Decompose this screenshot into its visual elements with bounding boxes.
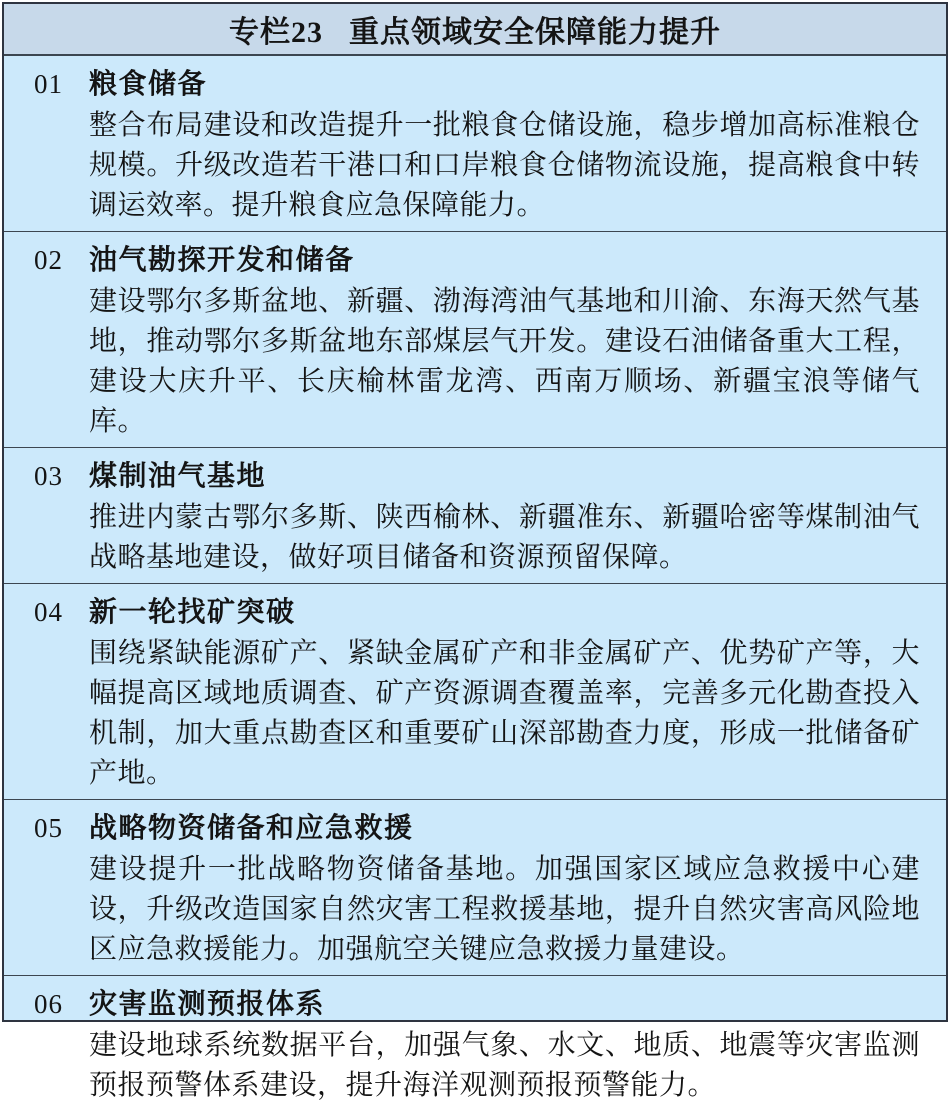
section-head: [4, 983, 946, 1026]
section-title: 粮食储备: [89, 64, 207, 106]
section-head: [4, 63, 946, 106]
section-head: [4, 455, 946, 498]
section-body: 建设地球系统数据平台，加强气象、水文、地质、地震等灾害监测预报预警体系建设，提升海洋观测预报预警能力。: [4, 1026, 946, 1106]
section-body: 围绕紧缺能源矿产、紧缺金属矿产和非金属矿产、优势矿产等，大幅提高区域地质调查、矿产资源调查覆盖率，完善多元化勘查投入机制，加大重点勘查区和重要矿山深部勘查力度，形成一批储备矿产地。: [4, 634, 946, 794]
section-head: [4, 807, 946, 850]
section-row-01: [4, 56, 946, 232]
column-title: [229, 7, 721, 51]
section-row-02: [4, 232, 946, 448]
column-header: [4, 4, 946, 56]
section-body: 建设鄂尔多斯盆地、新疆、渤海湾油气基地和川渝、东海天然气基地，推动鄂尔多斯盆地东部煤层气开发。建设石油储备重大工程，建设大庆升平、长庆榆林雷龙湾、西南万顺场、新疆宝浪等储气库。: [4, 282, 946, 442]
section-body: 建设提升一批战略物资储备基地。加强国家区域应急救援中心建设，升级改造国家自然灾害工程救援基地，提升自然灾害高风险地区应急救援能力。加强航空关键应急救援力量建设。: [4, 850, 946, 970]
section-row-03: [4, 448, 946, 584]
section-title: 战略物资储备和应急救援: [89, 808, 414, 850]
section-body: 整合布局建设和改造提升一批粮食仓储设施，稳步增加高标准粮仓规模。升级改造若干港口和口岸粮食仓储物流设施，提高粮食中转调运效率。提升粮食应急保障能力。: [4, 106, 946, 226]
section-number: 05: [34, 807, 89, 849]
column-box: [2, 2, 948, 1022]
column-title-text: 重点领域安全保障能力提升: [349, 16, 721, 49]
section-number: 04: [34, 591, 89, 633]
section-row-04: [4, 584, 946, 800]
section-row-05: [4, 800, 946, 976]
section-number: 06: [34, 983, 89, 1025]
section-number: 03: [34, 455, 89, 497]
section-number: 02: [34, 239, 89, 281]
column-title-prefix: 专栏23: [229, 16, 323, 49]
section-title: 新一轮找矿突破: [89, 592, 296, 634]
section-row-06: [4, 976, 946, 1111]
section-body: 推进内蒙古鄂尔多斯、陕西榆林、新疆准东、新疆哈密等煤制油气战略基地建设，做好项目储备和资源预留保障。: [4, 498, 946, 578]
section-number: 01: [34, 63, 89, 105]
section-head: [4, 239, 946, 282]
section-head: [4, 591, 946, 634]
section-title: 灾害监测预报体系: [89, 984, 325, 1026]
section-title: 煤制油气基地: [89, 456, 266, 498]
section-title: 油气勘探开发和储备: [89, 240, 355, 282]
